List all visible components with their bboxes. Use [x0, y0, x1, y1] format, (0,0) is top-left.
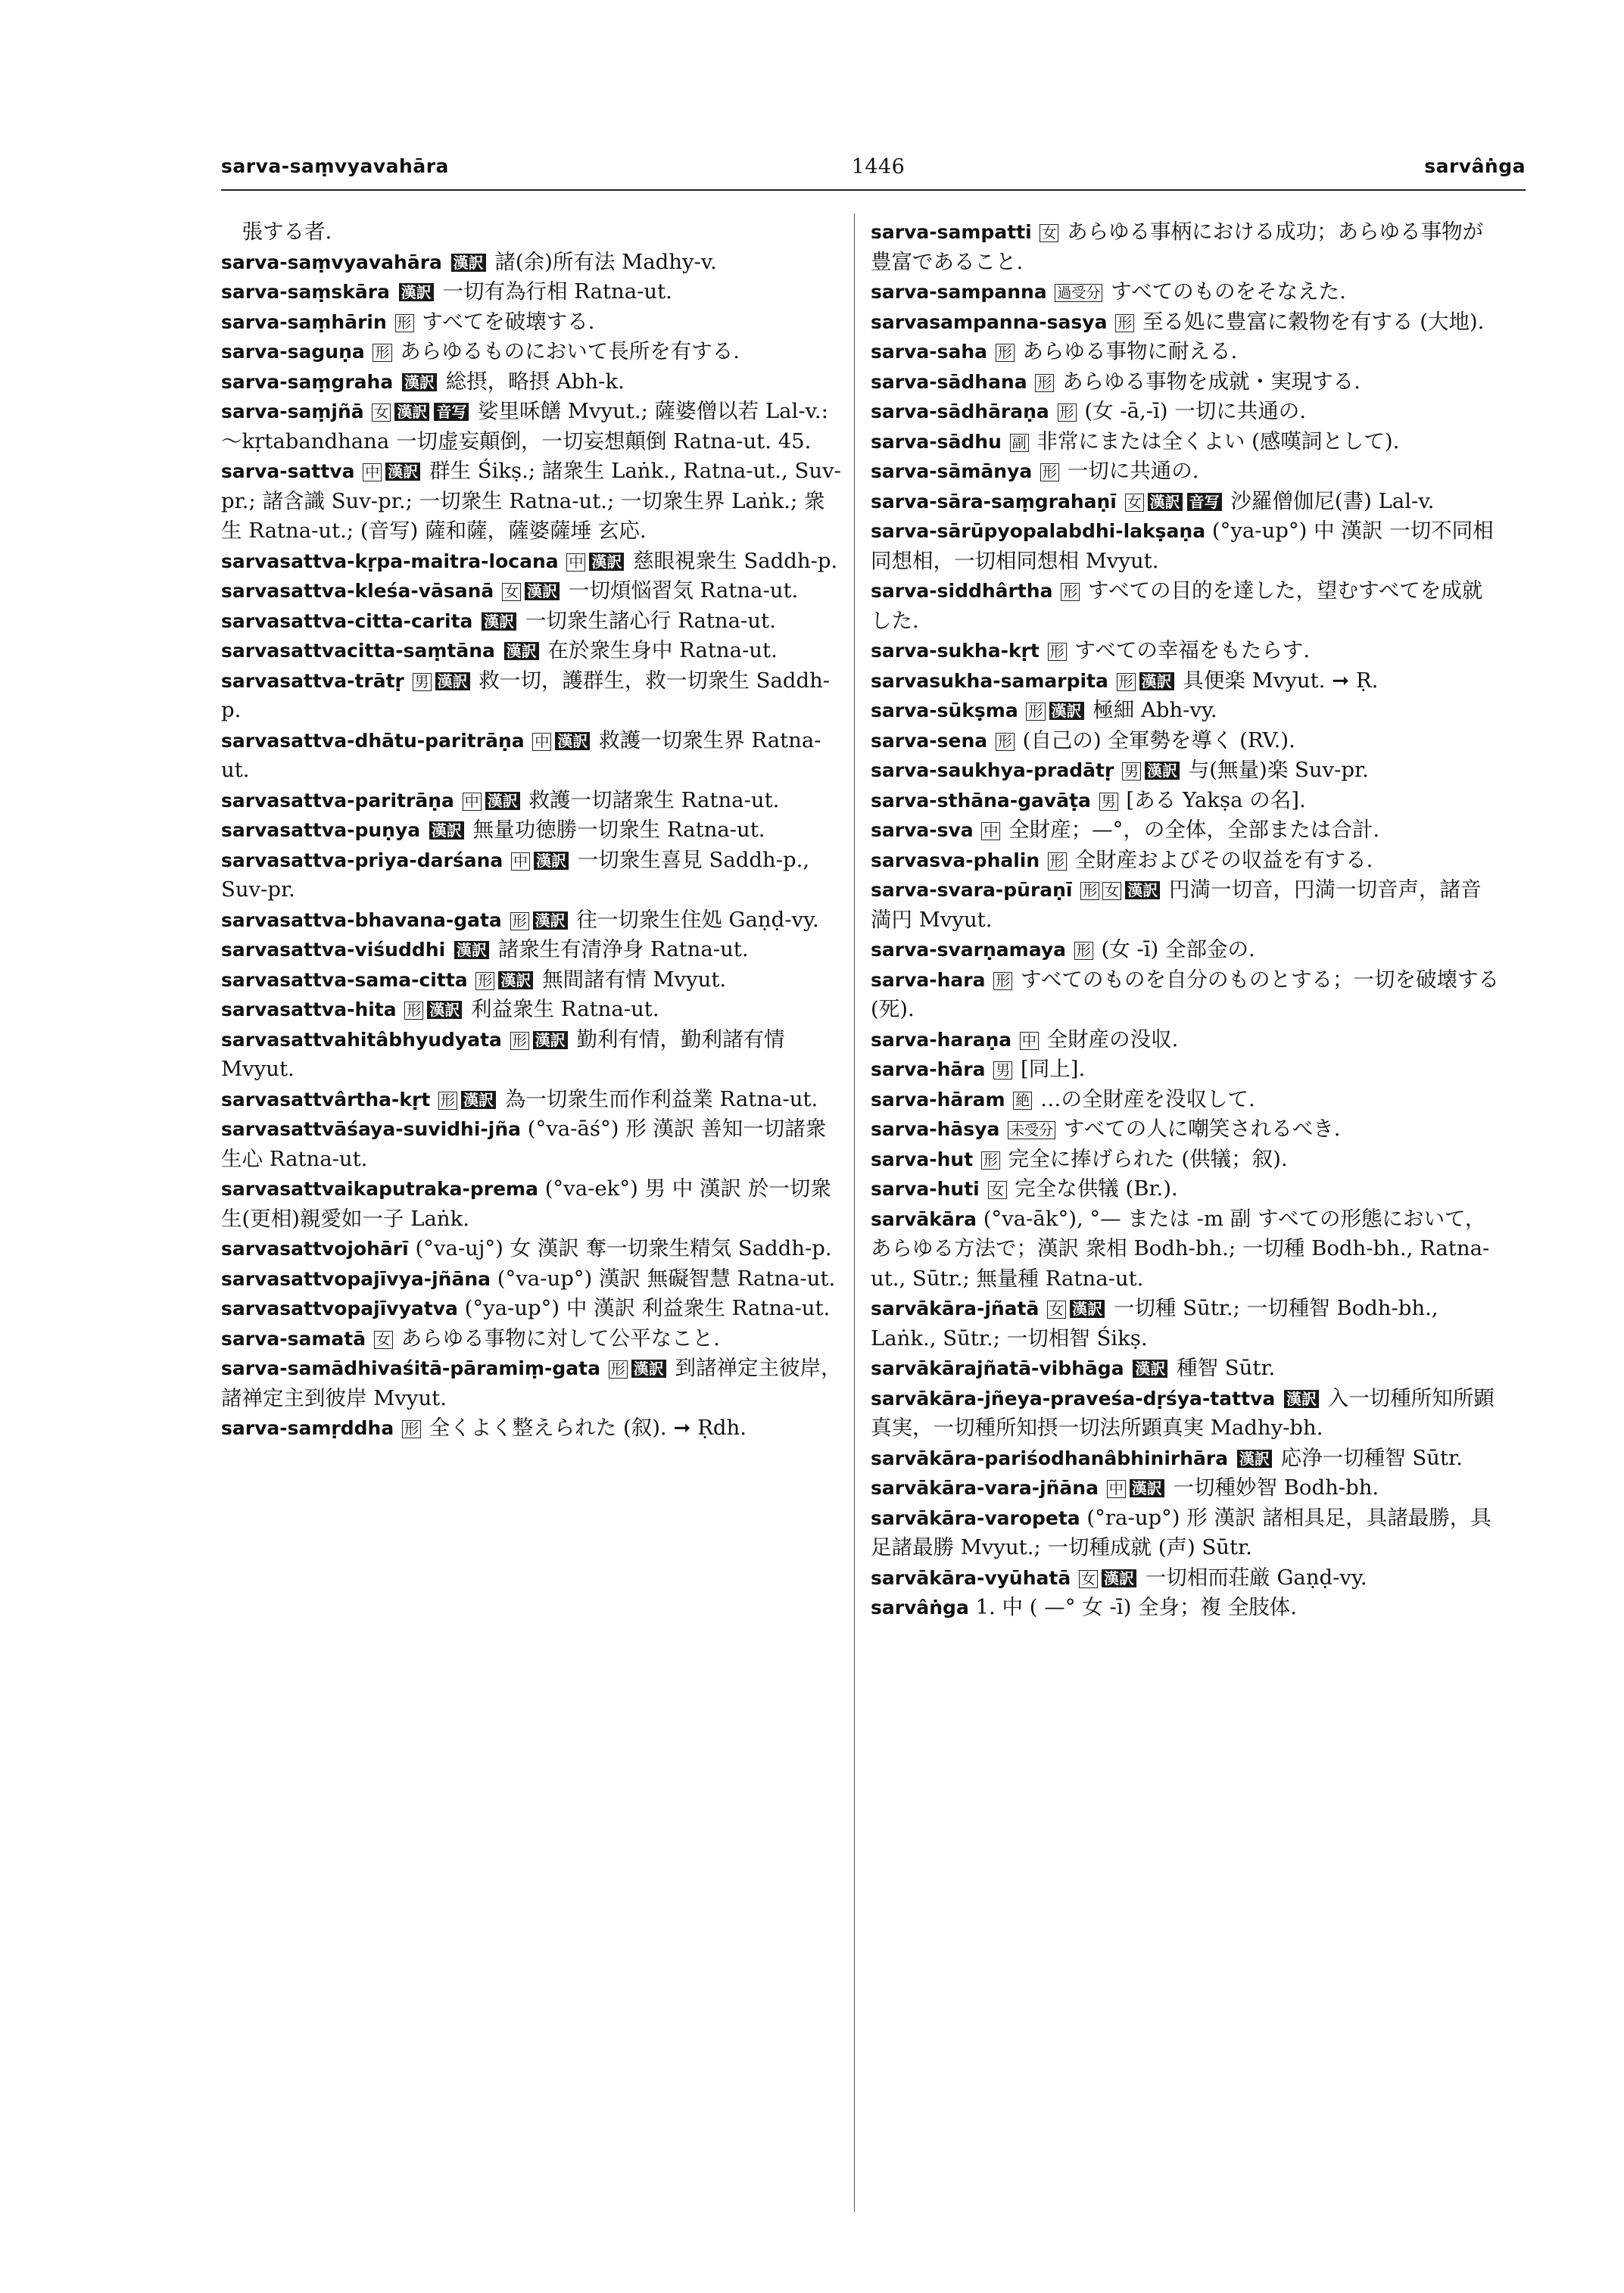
entry-definition: (°ra-up°) 形 漢訳 諸相具足，具諸最勝，具足諸最勝 Mvyut.; 一切種成就 (声) Sūtr.: [871, 1505, 1492, 1559]
entry-definition: 総摂，略摂 Abh-k.: [438, 369, 625, 394]
dictionary-entry: [221, 217, 846, 248]
dictionary-entry: [871, 456, 1499, 487]
grammar-label: 形: [996, 344, 1015, 362]
entry-headword: sarva-saguṇa: [221, 341, 365, 363]
grammar-label: 漢訳: [402, 373, 437, 391]
entry-definition: 応浄一切種智 Sūtr.: [1273, 1445, 1463, 1470]
entry-definition: すべての目的を達した，望むすべてを成就した.: [871, 578, 1483, 633]
dictionary-entry: [221, 1413, 846, 1444]
entry-definition: 救護一切諸衆生 Ratna-ut.: [522, 787, 780, 812]
grammar-label: 形: [1115, 314, 1134, 332]
entry-headword: sarva-samatā: [221, 1327, 366, 1350]
entry-definition: (女 -ā,-ī) 一切に共通の.: [1077, 399, 1307, 423]
entry-headword: sarva-sampatti: [871, 221, 1032, 243]
dictionary-entry: [221, 965, 846, 995]
dictionary-entry: [871, 1473, 1499, 1503]
grammar-label: 漢訳: [534, 852, 569, 870]
grammar-label: 漢訳: [1070, 1300, 1105, 1318]
grammar-label: 漢訳: [1237, 1450, 1272, 1468]
entry-headword: sarvasattva-citta-carita: [221, 609, 473, 632]
grammar-label: 男: [993, 1061, 1012, 1080]
grammar-label: 女: [374, 1331, 393, 1349]
grammar-label: 副: [1010, 434, 1029, 452]
dictionary-entry: [871, 875, 1499, 935]
dictionary-entry: [221, 935, 846, 965]
entry-definition: すべての人に嘲笑されるべき.: [1057, 1117, 1341, 1141]
grammar-label: 漢訳: [1049, 702, 1084, 720]
entry-definition: 沙羅僧伽尼(書) Lal-v.: [1223, 488, 1435, 513]
entry-headword: sarva-svara-pūraṇī: [871, 879, 1073, 901]
entry-headword: sarvasattvârtha-kṛt: [221, 1088, 431, 1111]
entry-definition: (°va-āś°) 形 漢訳 善知一切諸衆生心 Ratna-ut.: [221, 1117, 827, 1171]
dictionary-entry: [871, 756, 1499, 786]
dictionary-entry: [871, 636, 1499, 666]
grammar-label: 漢訳: [1102, 1569, 1136, 1587]
dictionary-entry: [221, 666, 846, 726]
entry-headword: sarvākāra-vyūhatā: [871, 1566, 1071, 1589]
left-column: [221, 217, 846, 1444]
grammar-label: 漢訳: [482, 612, 516, 631]
dictionary-entry: [871, 846, 1499, 876]
entry-definition: 往一切衆生住処 Gaṇḍ-vy.: [569, 907, 819, 932]
grammar-label: 形: [996, 733, 1015, 751]
dictionary-entry: [871, 516, 1499, 576]
grammar-label: 中: [566, 553, 585, 572]
grammar-label: 形: [1058, 403, 1077, 422]
grammar-label: 漢訳: [533, 1031, 568, 1049]
grammar-label: 漢訳: [631, 1360, 666, 1378]
entry-headword: sarvasattva-viśuddhi: [221, 939, 446, 961]
grammar-label: 漢訳: [394, 403, 429, 421]
entry-headword: sarva-hāra: [871, 1058, 986, 1080]
entry-headword: sarva-haraṇa: [871, 1028, 1012, 1051]
entry-headword: sarva-saṃvyavahāra: [221, 251, 442, 273]
entry-headword: sarvākāra-vara-jñāna: [871, 1477, 1099, 1499]
grammar-label: 漢訳: [399, 283, 434, 301]
entry-headword: sarvasattvaikaputraka-prema: [221, 1178, 538, 1200]
dictionary-entry: [871, 1055, 1499, 1085]
grammar-label: 音写: [434, 403, 469, 421]
entry-definition: (°va-up°) 漢訳 無礙智慧 Ratna-ut.: [497, 1266, 836, 1291]
grammar-label: 漢訳: [498, 971, 533, 989]
entry-headword: sarva-hāsya: [871, 1118, 1000, 1140]
grammar-label: 漢訳: [1130, 1479, 1164, 1497]
entry-definition: (°va-uj°) 女 漢訳 奪一切衆生精気 Saddh-p.: [415, 1236, 832, 1260]
entry-definition: 全財産；—°，の全体，全部または合計.: [1002, 818, 1380, 842]
grammar-label: 漢訳: [589, 553, 624, 571]
entry-headword: sarvākāra-pariśodhanâbhinirhāra: [871, 1447, 1229, 1469]
entry-definition: (女 -ī) 全部金の.: [1094, 937, 1255, 961]
grammar-label: 漢訳: [555, 732, 590, 750]
grammar-label: 中: [1020, 1032, 1039, 1050]
grammar-label: 漢訳: [435, 672, 470, 690]
entry-definition: すべての幸福をもたらす.: [1068, 638, 1311, 662]
grammar-label: 漢訳: [1145, 762, 1180, 780]
entry-headword: sarva-hut: [871, 1148, 974, 1170]
dictionary-entry: [221, 248, 846, 278]
grammar-label: 形: [1048, 643, 1067, 661]
entry-headword: sarva-samṛddha: [221, 1417, 394, 1439]
entry-definition: (°ya-up°) 中 漢訳 一切不同相同想相，一切相同想相 Mvyut.: [871, 519, 1494, 573]
entry-headword: sarvasattva-paritrāṇa: [221, 789, 454, 812]
grammar-label: 女: [1079, 1570, 1098, 1588]
grammar-label: 中: [1107, 1480, 1126, 1498]
entry-headword: sarva-hāram: [871, 1088, 1005, 1111]
entry-definition: すべてのものを自分のものとする；一切を破壊する (死).: [871, 967, 1499, 1021]
entry-definition: 張する者.: [221, 220, 332, 244]
entry-definition: [同上].: [1014, 1057, 1086, 1081]
entry-definition: (°va-āk°), °— または -m 副 すべての形態において，あらゆる方法で；漢訳 衆相 Bodh-bh.; 一切種 Bodh-bh., Ratna-ut., Sūtr.; 無量種 Ratna-ut.: [871, 1206, 1490, 1291]
grammar-label: 中: [981, 822, 1000, 840]
entry-definition: 到諸禅定主彼岸，諸禅定主到彼岸 Mvyut.: [221, 1356, 842, 1410]
entry-definition: 一切有為行相 Ratna-ut.: [435, 279, 672, 304]
grammar-label: 漢訳: [385, 463, 420, 481]
dictionary-entry: [871, 666, 1499, 696]
entry-headword: sarvasattvacitta-saṃtāna: [221, 640, 495, 662]
grammar-label: 女: [1040, 224, 1058, 242]
dictionary-entry: [221, 1234, 846, 1264]
dictionary-entry: [871, 786, 1499, 816]
header-rule: [221, 189, 1526, 191]
entry-headword: sarvasva-phalin: [871, 849, 1040, 871]
dictionary-entry: [221, 786, 846, 816]
grammar-label: 男: [1122, 762, 1141, 780]
running-head-right: sarvâṅga: [1424, 155, 1526, 177]
dictionary-entry: [221, 1085, 846, 1115]
grammar-label: 絶: [1013, 1092, 1032, 1110]
dictionary-entry: [871, 1444, 1499, 1474]
grammar-label: 男: [413, 673, 432, 691]
entry-definition: 在於衆生身中 Ratna-ut.: [541, 638, 778, 662]
grammar-label: 形: [404, 1002, 423, 1020]
dictionary-entry: [221, 397, 846, 456]
entry-definition: 一切相而荘厳 Gaṇḍ-vy.: [1138, 1565, 1367, 1590]
entry-definition: 全財産の没収.: [1040, 1027, 1179, 1051]
entry-headword: sarva-saha: [871, 341, 988, 363]
grammar-label: 形: [510, 1032, 529, 1050]
dictionary-entry: [871, 1503, 1499, 1563]
grammar-label: 漢訳: [1284, 1390, 1319, 1408]
grammar-label: 漢訳: [1148, 493, 1183, 511]
entry-headword: sarvasattva-bhavana-gata: [221, 908, 502, 931]
entry-headword: sarvākāra-varopeta: [871, 1506, 1080, 1529]
entry-definition: …の全財産を没収して.: [1033, 1086, 1255, 1111]
dictionary-entry: [221, 547, 846, 577]
entry-definition: 種智 Sūtr.: [1170, 1356, 1276, 1380]
entry-headword: sarvasattva-puṇya: [221, 819, 421, 841]
entry-headword: sarva-sārūpyopalabdhi-lakṣaṇa: [871, 520, 1206, 542]
grammar-label: 音写: [1187, 493, 1222, 511]
entry-headword: sarva-sādhana: [871, 370, 1027, 393]
entry-definition: 極細 Abh-vy.: [1086, 698, 1217, 722]
entry-headword: sarvākāra-jñeya-praveśa-dṛśya-tattva: [871, 1387, 1276, 1410]
entry-headword: sarvasattva-trātṛ: [221, 669, 404, 692]
entry-definition: すべてを破壊する.: [415, 309, 595, 334]
entry-headword: sarva-saṃgraha: [221, 370, 394, 393]
grammar-label: 形: [981, 1151, 1000, 1170]
grammar-label: 女: [1102, 882, 1121, 900]
grammar-label: 形: [1061, 583, 1080, 601]
entry-definition: 至る処に豊富に穀物を有する (大地).: [1136, 309, 1485, 334]
dictionary-entry: [221, 576, 846, 606]
entry-definition: (°va-ek°) 男 中 漢訳 於一切衆生(更相)親愛如一子 Laṅk.: [221, 1176, 831, 1231]
column-divider: [854, 213, 855, 2212]
entry-headword: sarvasattvopajīvyatva: [221, 1298, 458, 1319]
dictionary-entry: [221, 905, 846, 936]
entry-definition: 諸衆生有清浄身 Ratna-ut.: [491, 937, 749, 961]
entry-definition: 具便楽 Mvyut. ➞ Ṛ.: [1176, 668, 1379, 693]
entry-definition: あらゆるものにおいて長所を有する.: [393, 339, 740, 363]
entry-headword: sarva-sāmānya: [871, 460, 1033, 482]
grammar-label: 形: [1026, 703, 1045, 721]
entry-headword: sarva-saṃjñā: [221, 400, 364, 422]
dictionary-entry: [871, 397, 1499, 427]
grammar-label: 中: [511, 852, 530, 871]
entry-headword: sarva-sādhāraṇa: [871, 400, 1049, 422]
grammar-label: 形: [993, 972, 1012, 990]
entry-definition: あらゆる事物に対して公平なこと.: [394, 1326, 720, 1351]
entry-definition: (自己の) 全軍勢を導く (RV.).: [1015, 727, 1295, 752]
grammar-label: 中: [363, 463, 382, 481]
grammar-label: 形: [372, 344, 391, 362]
grammar-label: 形: [1117, 673, 1136, 691]
grammar-label: 形: [1048, 852, 1067, 871]
dictionary-entry: [871, 1204, 1499, 1294]
entry-headword: sarvasattva-hita: [221, 999, 397, 1020]
dictionary-entry: [221, 337, 846, 367]
grammar-label: 女: [988, 1181, 1007, 1199]
entry-headword: sarva-sattva: [221, 460, 355, 482]
running-head-left: sarva-saṃvyavahāra: [221, 155, 449, 177]
dictionary-entry: [871, 217, 1499, 277]
entry-headword: sarva-sādhu: [871, 430, 1002, 453]
entry-definition: 勤利有情，勤利諸有情 Mvyut.: [221, 1027, 785, 1081]
grammar-label: 形: [395, 314, 414, 332]
entry-definition: 救護一切衆生界 Ratna-ut.: [221, 727, 821, 782]
dictionary-entry: [221, 1294, 846, 1324]
entry-headword: sarva-saṃhārin: [221, 310, 387, 333]
entry-headword: sarva-sāra-saṃgrahaṇī: [871, 490, 1117, 512]
grammar-label: 男: [1099, 793, 1118, 811]
grammar-label: 未受分: [1008, 1121, 1055, 1139]
entry-definition: 一切煩悩習気 Ratna-ut.: [562, 578, 799, 603]
dictionary-entry: [871, 965, 1499, 1025]
grammar-label: 形: [1080, 882, 1099, 900]
dictionary-entry: [871, 935, 1499, 965]
grammar-label: 形: [475, 972, 494, 990]
entry-definition: あらゆる事物に耐える.: [1015, 339, 1238, 363]
entry-headword: sarvasattvojohārī: [221, 1238, 409, 1260]
grammar-label: 女: [502, 583, 521, 601]
entry-definition: 諸(余)所有法 Madhy-v.: [488, 249, 717, 274]
entry-definition: 一切種妙智 Bodh-bh.: [1166, 1475, 1379, 1500]
entry-definition: (°ya-up°) 中 漢訳 利益衆生 Ratna-ut.: [464, 1296, 831, 1320]
grammar-label: 過受分: [1055, 284, 1102, 302]
dictionary-entry: [221, 606, 846, 637]
entry-headword: sarvâṅga: [871, 1597, 969, 1618]
entry-headword: sarvasukha-samarpita: [871, 669, 1108, 692]
grammar-label: 中: [463, 793, 482, 811]
dictionary-entry: [221, 1264, 846, 1294]
entry-headword: sarva-huti: [871, 1178, 980, 1200]
dictionary-entry: [221, 726, 846, 786]
dictionary-entry: [871, 1174, 1499, 1204]
grammar-label: 漢訳: [454, 941, 489, 959]
right-column: [871, 217, 1499, 1623]
dictionary-entry: [221, 815, 846, 846]
dictionary-entry: [871, 1294, 1499, 1354]
entry-headword: sarva-sena: [871, 729, 988, 752]
entry-definition: 無間諸有情 Mvyut.: [535, 967, 727, 992]
entry-headword: sarva-saṃskāra: [221, 281, 390, 303]
dictionary-entry: [871, 277, 1499, 307]
entry-headword: sarva-hara: [871, 968, 986, 991]
dictionary-entry: [871, 1145, 1499, 1175]
dictionary-entry: [221, 1354, 846, 1413]
dictionary-entry: [221, 277, 846, 307]
grammar-label: 漢訳: [533, 911, 568, 930]
dictionary-entry: [221, 367, 846, 397]
dictionary-entry: [871, 367, 1499, 397]
dictionary-entry: [871, 576, 1499, 636]
entry-headword: sarva-sampanna: [871, 281, 1047, 303]
entry-definition: 利益衆生 Ratna-ut.: [464, 997, 659, 1021]
grammar-label: 形: [1035, 374, 1054, 392]
entry-headword: sarva-saukhya-pradātṛ: [871, 759, 1114, 781]
entry-headword: sarvasattva-priya-darśana: [221, 849, 503, 871]
entry-definition: 全財産およびその収益を有する.: [1068, 847, 1373, 872]
dictionary-entry: [221, 456, 846, 547]
grammar-label: 漢訳: [525, 582, 560, 600]
grammar-label: 漢訳: [1125, 881, 1160, 899]
dictionary-entry: [221, 1324, 846, 1354]
dictionary-entry: [871, 815, 1499, 846]
grammar-label: 漢訳: [485, 792, 520, 810]
entry-definition: 入一切種所知所顕真実，一切種所知摂一切法所顕真実 Madhy-bh.: [871, 1385, 1495, 1440]
entry-headword: sarvākāra: [871, 1207, 977, 1230]
dictionary-entry: [871, 1085, 1499, 1115]
entry-headword: sarvasattva-kṛpa-maitra-locana: [221, 550, 559, 572]
grammar-label: 形: [1074, 942, 1093, 960]
dictionary-entry: [871, 307, 1499, 338]
entry-definition: 完全に捧げられた (供犠；叙).: [1001, 1146, 1288, 1171]
dictionary-entry: [871, 487, 1499, 517]
grammar-label: 漢訳: [504, 642, 539, 660]
entry-definition: 円満一切音，円満一切音声，諸音満円 Mvyut.: [871, 877, 1482, 932]
dictionary-entry: [221, 636, 846, 666]
grammar-label: 漢訳: [1133, 1360, 1167, 1378]
grammar-label: 女: [1125, 494, 1144, 512]
entry-headword: sarva-samādhivaśitā-pāramiṃ-gata: [221, 1357, 600, 1379]
grammar-label: 形: [609, 1360, 628, 1379]
dictionary-entry: [871, 1563, 1499, 1594]
grammar-label: 漢訳: [427, 1001, 462, 1019]
dictionary-entry: [221, 1114, 846, 1174]
grammar-label: 形: [1040, 463, 1059, 481]
entry-definition: 一切衆生喜見 Saddh-p., Suv-pr.: [221, 847, 810, 902]
entry-definition: あらゆる事柄における成功；あらゆる事物が豊富であること.: [871, 220, 1484, 274]
entry-headword: sarvākārajñatā-vibhāga: [871, 1357, 1124, 1379]
dictionary-entry: [871, 1593, 1499, 1623]
entry-definition: あらゆる事物を成就・実現する.: [1055, 369, 1361, 394]
page-number: 1446: [851, 155, 906, 179]
entry-headword: sarva-sthāna-gavāṭa: [871, 789, 1091, 812]
dictionary-entry: [871, 726, 1499, 756]
dictionary-entry: [221, 307, 846, 338]
entry-definition: 一切に共通の.: [1061, 459, 1199, 483]
entry-headword: sarvasampanna-sasya: [871, 310, 1108, 333]
entry-headword: sarva-sukha-kṛt: [871, 640, 1040, 662]
grammar-label: 形: [402, 1420, 421, 1438]
grammar-label: 中: [532, 733, 551, 751]
entry-headword: sarva-sūkṣma: [871, 699, 1018, 721]
grammar-label: 女: [1047, 1301, 1066, 1319]
grammar-label: 漢訳: [429, 821, 464, 840]
dictionary-entry: [871, 1114, 1499, 1145]
grammar-label: 漢訳: [461, 1091, 496, 1109]
entry-definition: すべてのものをそなえた.: [1104, 279, 1346, 304]
entry-headword: sarva-sva: [871, 819, 974, 841]
entry-headword: sarvasattva-kleśa-vāsanā: [221, 580, 494, 602]
entry-definition: 為一切衆生而作利益業 Ratna-ut.: [498, 1086, 818, 1111]
entry-headword: sarvasattvāśaya-suvidhi-jña: [221, 1118, 522, 1140]
entry-definition: 慈眼視衆生 Saddh-p.: [626, 548, 838, 573]
dictionary-entry: [871, 427, 1499, 457]
entry-definition: 無量功徳勝一切衆生 Ratna-ut.: [466, 818, 765, 842]
dictionary-entry: [871, 1354, 1499, 1384]
entry-headword: sarvasattvahitâbhyudyata: [221, 1028, 502, 1051]
dictionary-entry: [221, 1174, 846, 1234]
dictionary-entry: [871, 337, 1499, 367]
entry-definition: 一切種 Sūtr.; 一切種智 Bodh-bh., Laṅk., Sūtr.; 一切相智 Śikṣ.: [871, 1296, 1439, 1351]
entry-headword: sarvasattva-dhātu-paritrāṇa: [221, 729, 525, 752]
dictionary-entry: [871, 1384, 1499, 1444]
entry-headword: sarvasattva-sama-citta: [221, 968, 468, 991]
dictionary-entry: [871, 696, 1499, 726]
entry-headword: sarvākāra-jñatā: [871, 1298, 1040, 1319]
entry-definition: 完全な供犠 (Br.).: [1008, 1176, 1178, 1201]
entry-definition: 非常にまたは全くよい (感嘆詞として).: [1030, 428, 1400, 453]
entry-definition: 1. 中 ( —° 女 -ī) 全身；複 全肢体.: [975, 1595, 1298, 1619]
grammar-label: 漢訳: [451, 254, 486, 272]
entry-headword: sarvasattvopajīvya-jñāna: [221, 1267, 491, 1290]
dictionary-entry: [221, 995, 846, 1025]
dictionary-entry: [221, 1025, 846, 1085]
entry-definition: 全くよく整えられた (叙). ➞ Ṛdh.: [422, 1416, 747, 1440]
entry-definition: 群生 Śikṣ.; 諸衆生 Laṅk., Ratna-ut., Suv-pr.; 諸含識 Suv-pr.; 一切衆生 Ratna-ut.; 一切衆生界 Laṅk.; 衆生 Ratna-ut.; (音写) 薩和薩，薩婆薩埵 玄応.: [221, 459, 841, 543]
entry-definition: 一切衆生諸心行 Ratna-ut.: [519, 608, 776, 633]
grammar-label: 形: [438, 1092, 457, 1110]
entry-definition: 与(無量)楽 Suv-pr.: [1182, 758, 1369, 782]
dictionary-entry: [871, 1025, 1499, 1055]
grammar-label: 女: [372, 403, 391, 422]
entry-definition: 娑里咊饍 Mvyut.; 薩婆僧以若 Lal-v.: ～kṛtabandhana 一切虚妄顛倒，一切妄想顛倒 Ratna-ut. 45.: [221, 399, 828, 453]
entry-definition: 救一切，護群生，救一切衆生 Saddh-p.: [221, 668, 831, 722]
entry-headword: sarva-svarṇamaya: [871, 939, 1066, 961]
entry-headword: sarva-siddhârtha: [871, 580, 1053, 602]
entry-definition: [ある Yakṣa の名].: [1119, 787, 1306, 812]
dictionary-entry: [221, 846, 846, 905]
grammar-label: 形: [510, 912, 529, 930]
grammar-label: 漢訳: [1139, 672, 1174, 690]
